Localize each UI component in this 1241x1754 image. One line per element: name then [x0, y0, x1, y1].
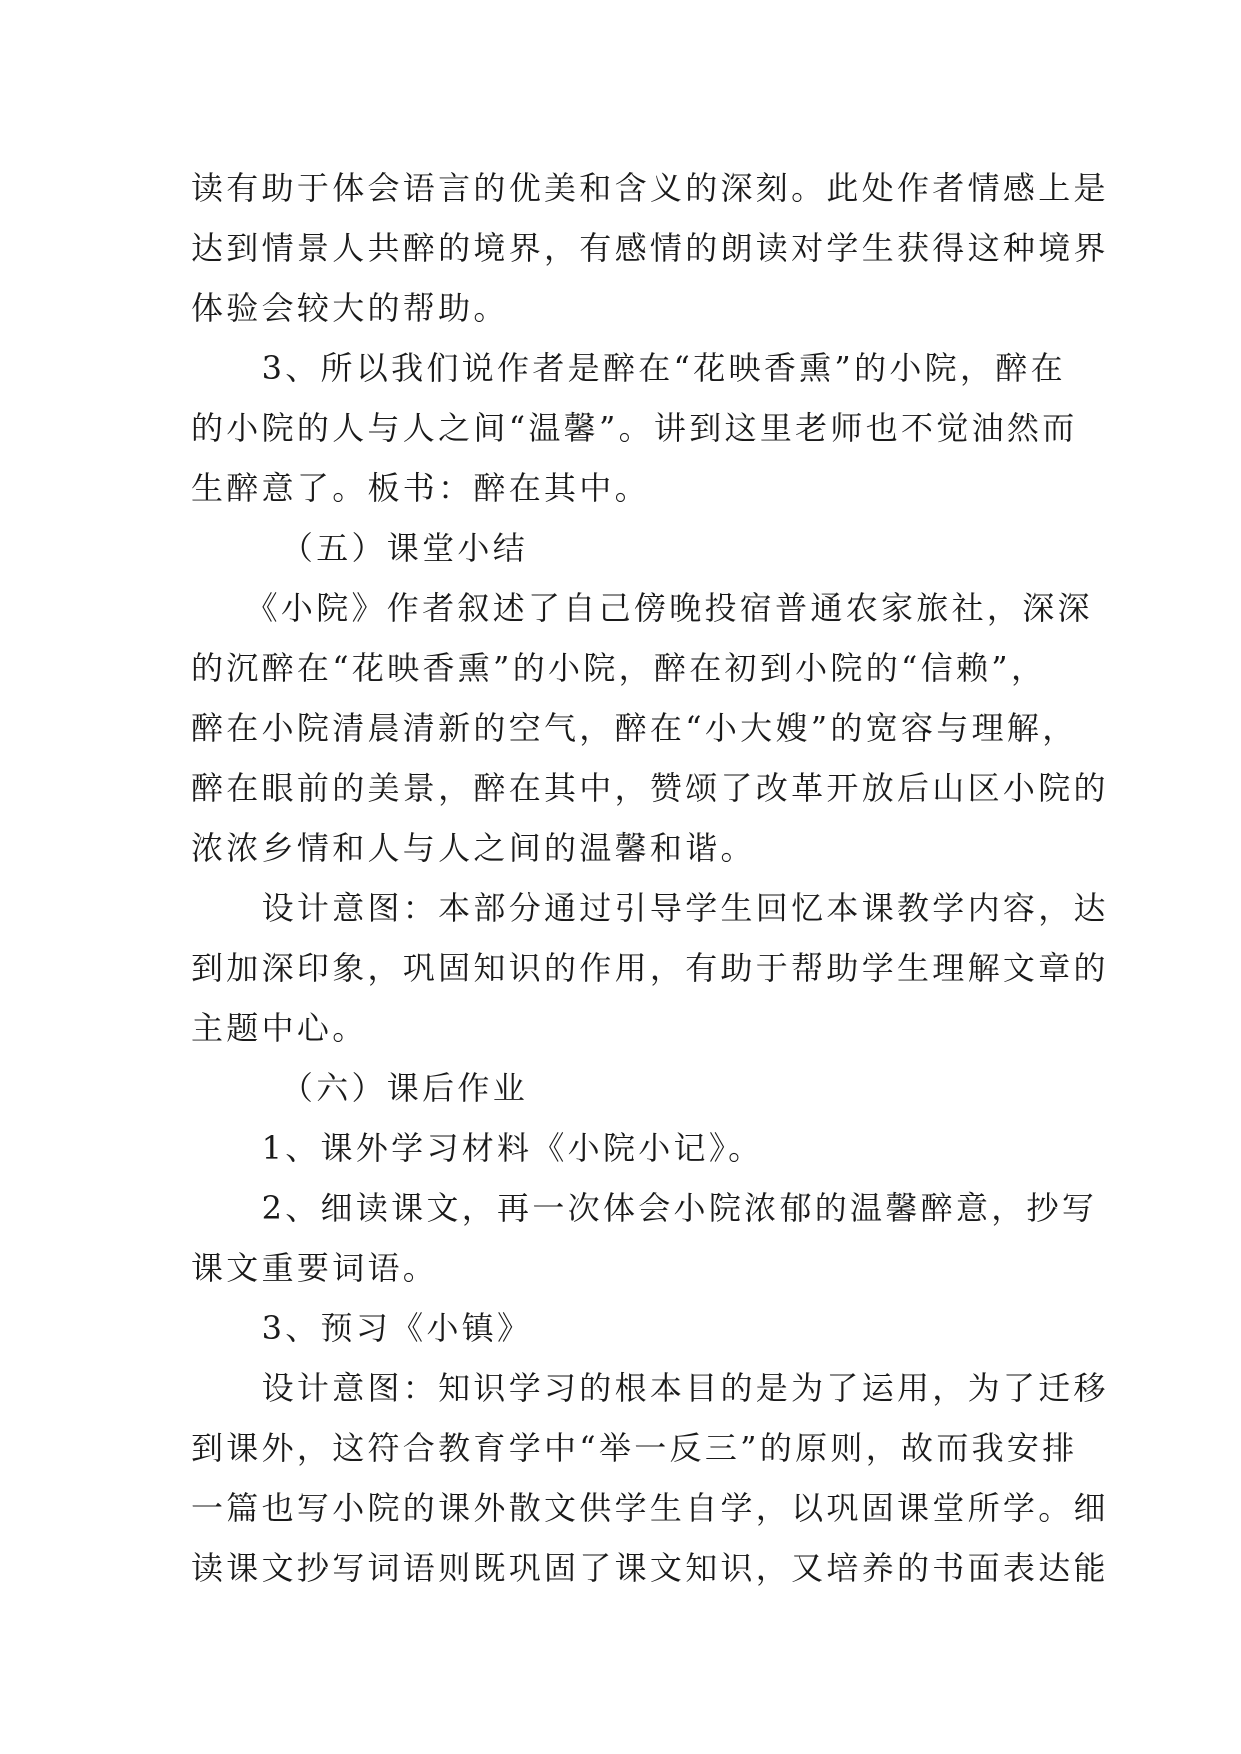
- text-line: 2、细读课文，再一次体会小院浓郁的温馨醉意，抄写: [191, 1189, 1098, 1227]
- text-line: 生醉意了。板书：醉在其中。: [191, 469, 650, 507]
- text-line: 设计意图：知识学习的根本目的是为了运用，为了迁移: [191, 1369, 1109, 1407]
- text-line: 体验会较大的帮助。: [191, 289, 509, 327]
- text-line: 设计意图：本部分通过引导学生回忆本课教学内容，达: [191, 889, 1109, 927]
- text-line: 达到情景人共醉的境界，有感情的朗读对学生获得这种境界: [191, 229, 1109, 267]
- text-line: 浓浓乡情和人与人之间的温馨和谐。: [191, 829, 756, 867]
- text-line: 1、课外学习材料《小院小记》。: [191, 1129, 764, 1167]
- text-line: 课文重要词语。: [191, 1249, 439, 1287]
- document-body: [191, 158, 1109, 1598]
- section-heading: （五）课堂小结: [191, 529, 529, 567]
- text-line: 读有助于体会语言的优美和含义的深刻。此处作者情感上是: [191, 169, 1109, 207]
- text-line: 的沉醉在“花映香熏”的小院，醉在初到小院的“信赖”，: [191, 649, 1047, 687]
- text-line: 一篇也写小院的课外散文供学生自学，以巩固课堂所学。细: [191, 1489, 1109, 1527]
- text-line: 的小院的人与人之间“温馨”。讲到这里老师也不觉油然而: [191, 409, 1078, 447]
- text-line: 3、预习《小镇》: [191, 1309, 533, 1347]
- text-line: 醉在眼前的美景，醉在其中，赞颂了改革开放后山区小院的: [191, 769, 1109, 807]
- text-line: 读课文抄写词语则既巩固了课文知识，又培养的书面表达能: [191, 1549, 1109, 1587]
- text-line: 《小院》作者叙述了自己傍晚投宿普通农家旅社，深深: [191, 589, 1093, 627]
- section-heading: （六）课后作业: [191, 1069, 529, 1107]
- text-line: 3、所以我们说作者是醉在“花映香熏”的小院，醉在: [191, 349, 1066, 387]
- text-line: 醉在小院清晨清新的空气，醉在“小大嫂”的宽容与理解，: [191, 709, 1078, 747]
- text-line: 主题中心。: [191, 1009, 368, 1047]
- text-line: 到课外，这符合教育学中“举一反三”的原则，故而我安排: [191, 1429, 1078, 1467]
- text-line: 到加深印象，巩固知识的作用，有助于帮助学生理解文章的: [191, 949, 1109, 987]
